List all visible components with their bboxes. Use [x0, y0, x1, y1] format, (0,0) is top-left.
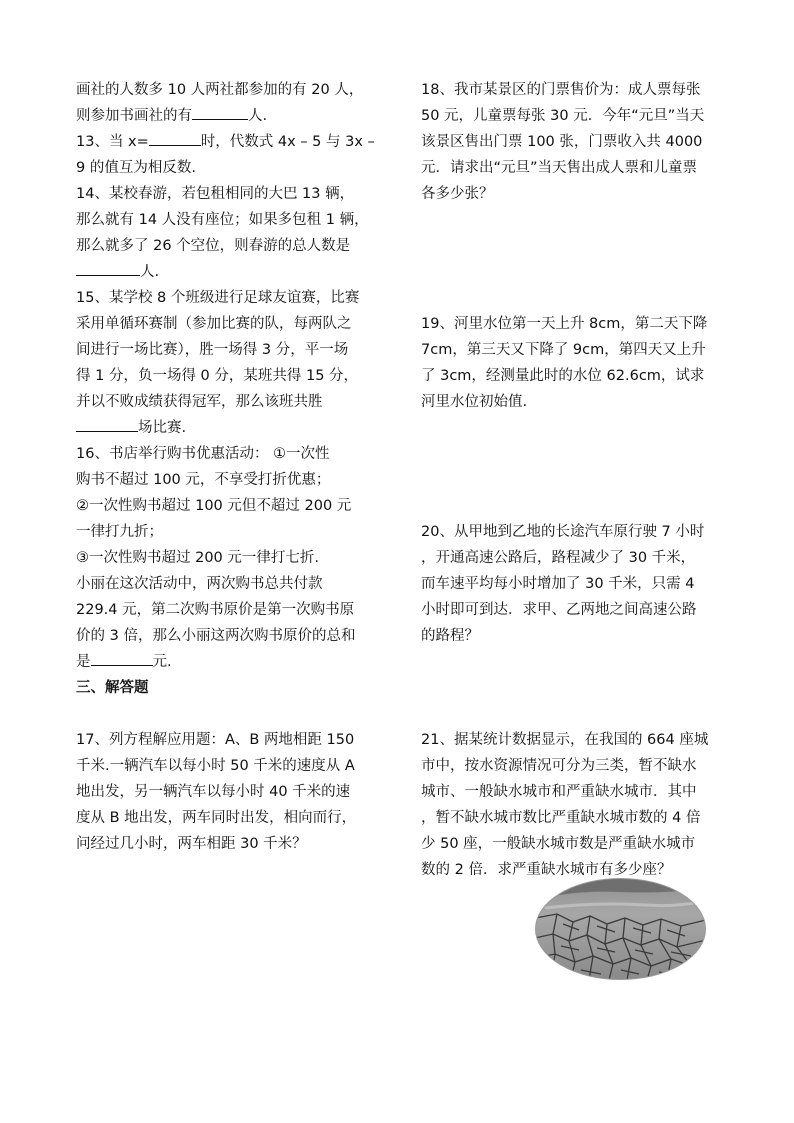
text-line: 河里水位初始值. [421, 394, 528, 410]
question-18 [421, 77, 721, 207]
spacer [421, 207, 721, 233]
text-line: 14、某校春游，若包租相同的大巴 13 辆， [76, 186, 355, 202]
text-line: 的路程？ [421, 628, 479, 644]
text-line: 得 1 分，负一场得 0 分，某班共得 15 分， [76, 368, 359, 384]
text-line: 度从 B 地出发，两车同时出发，相向而行， [76, 810, 357, 826]
question-14 [76, 181, 376, 285]
spacer [421, 233, 721, 259]
text-line [76, 415, 376, 441]
text-line: 9 的值互为相反数. [76, 160, 196, 176]
text-line: 小丽在这次活动中，两次购书总共付款 [76, 576, 323, 592]
text-line: ②一次性购书超过 100 元但不超过 200 元 [76, 498, 352, 514]
text-line: 采用单循环赛制（参加比赛的队，每两队之 [76, 316, 352, 332]
question-15 [76, 285, 376, 441]
text-line: 17、列方程解应用题：A、B 两地相距 150 [76, 732, 355, 748]
text-line: 市中，按水资源情况可分为三类，暂不缺水 [421, 758, 697, 774]
text-line: 千米.一辆汽车以每小时 50 千米的速度从 A [76, 758, 355, 774]
spacer [421, 701, 721, 727]
answer-blank [192, 105, 248, 120]
section-title: 三、解答题 [76, 680, 149, 696]
spacer [421, 415, 721, 441]
answer-blank [149, 131, 201, 146]
text-line: ，开通高速公路后，路程减少了 30 千米， [421, 550, 696, 566]
question-21 [421, 727, 721, 883]
text-line: 地出发，另一辆汽车以每小时 40 千米的速 [76, 784, 351, 800]
text-segment: 人. [248, 108, 268, 124]
answer-blank [76, 261, 140, 276]
spacer [421, 285, 721, 311]
answer-blank [91, 651, 153, 666]
text-line: 小时即可到达．求甲、乙两地之间高速公路 [421, 602, 697, 618]
text-line: 50 元，儿童票每张 30 元．今年“元旦”当天 [421, 108, 705, 124]
question-13 [76, 129, 376, 181]
text-line: 16、书店举行购书优惠活动： ①一次性 [76, 446, 330, 462]
text-line: 229.4 元，第二次购书原价是第一次购书原 [76, 602, 355, 618]
text-line: 15、某学校 8 个班级进行足球友谊赛，比赛 [76, 290, 360, 306]
spacer [421, 675, 721, 701]
text-line: 数的 2 倍．求严重缺水城市有多少座？ [421, 862, 672, 878]
text-line: 了 3cm，经测量此时的水位 62.6cm，试求 [421, 368, 705, 384]
text-line: 21、据某统计数据显示，在我国的 664 座城 [421, 732, 709, 748]
text-line: 价的 3 倍，那么小丽这两次购书原价的总和 [76, 628, 356, 644]
text-line [76, 649, 376, 675]
text-line: 18、我市某景区的门票售价为：成人票每张 [421, 82, 701, 98]
text-line: 问经过几小时，两车相距 30 千米？ [76, 836, 307, 852]
text-line: ③一次性购书超过 200 元一律打七折. [76, 550, 320, 566]
text-line: 间进行一场比赛），胜一场得 3 分，平一场 [76, 342, 349, 358]
spacer [421, 441, 721, 467]
text-line: 7cm，第三天又下降了 9cm，第四天又上升 [421, 342, 706, 358]
question-16 [76, 441, 376, 675]
text-segment: 则参加书画社的有 [76, 108, 192, 124]
text-line: 元．请求出“元旦”当天售出成人票和儿童票 [421, 160, 698, 176]
spacer [421, 649, 721, 675]
text-line: ，暂不缺水城市数比严重缺水城市数的 4 倍 [421, 810, 701, 826]
question-12-tail [76, 77, 376, 129]
text-line: 城市、一般缺水城市和严重缺水城市．其中 [421, 784, 697, 800]
question-19 [421, 311, 721, 415]
text-segment: 时，代数式 4x – 5 与 3x – [200, 134, 375, 150]
text-line: 20、从甲地到乙地的长途汽车原行驶 7 小时 [421, 524, 705, 540]
text-line: 各多少张？ [421, 186, 494, 202]
spacer [76, 701, 376, 727]
text-line: 而车速平均每小时增加了 30 千米，只需 4 [421, 576, 695, 592]
text-segment: 13、当 x= [76, 134, 149, 150]
text-line: 购书不超过 100 元，不享受打折优惠； [76, 472, 331, 488]
text-line: 19、河里水位第一天上升 8cm，第二天下降 [421, 316, 708, 332]
text-line: 该景区售出门票 100 张，门票收入共 4000 [421, 134, 703, 150]
question-20 [421, 519, 721, 649]
right-column [421, 77, 721, 883]
text-line: 那么就多了 26 个空位，则春游的总人数是 [76, 238, 351, 254]
text-line: 少 50 座，一般缺水城市数是严重缺水城市 [421, 836, 696, 852]
cracked-earth-image [535, 878, 706, 980]
spacer [421, 467, 721, 493]
text-line [76, 129, 376, 155]
spacer [421, 493, 721, 519]
text-segment: 人. [140, 264, 160, 280]
left-column [76, 77, 376, 857]
answer-blank [76, 417, 138, 432]
question-17 [76, 727, 376, 857]
text-line [76, 103, 376, 129]
text-segment: 是 [76, 654, 91, 670]
text-line: 画社的人数多 10 人两社都参加的有 20 人， [76, 82, 364, 98]
text-segment: 场比赛. [138, 420, 187, 436]
text-line [76, 259, 376, 285]
text-line: 并以不败成绩获得冠军，那么该班共胜 [76, 394, 323, 410]
spacer [421, 259, 721, 285]
text-segment: 元. [152, 654, 172, 670]
text-line: 那么就有 14 人没有座位；如果多包租 1 辆， [76, 212, 369, 228]
text-line: 一律打九折； [76, 524, 163, 540]
